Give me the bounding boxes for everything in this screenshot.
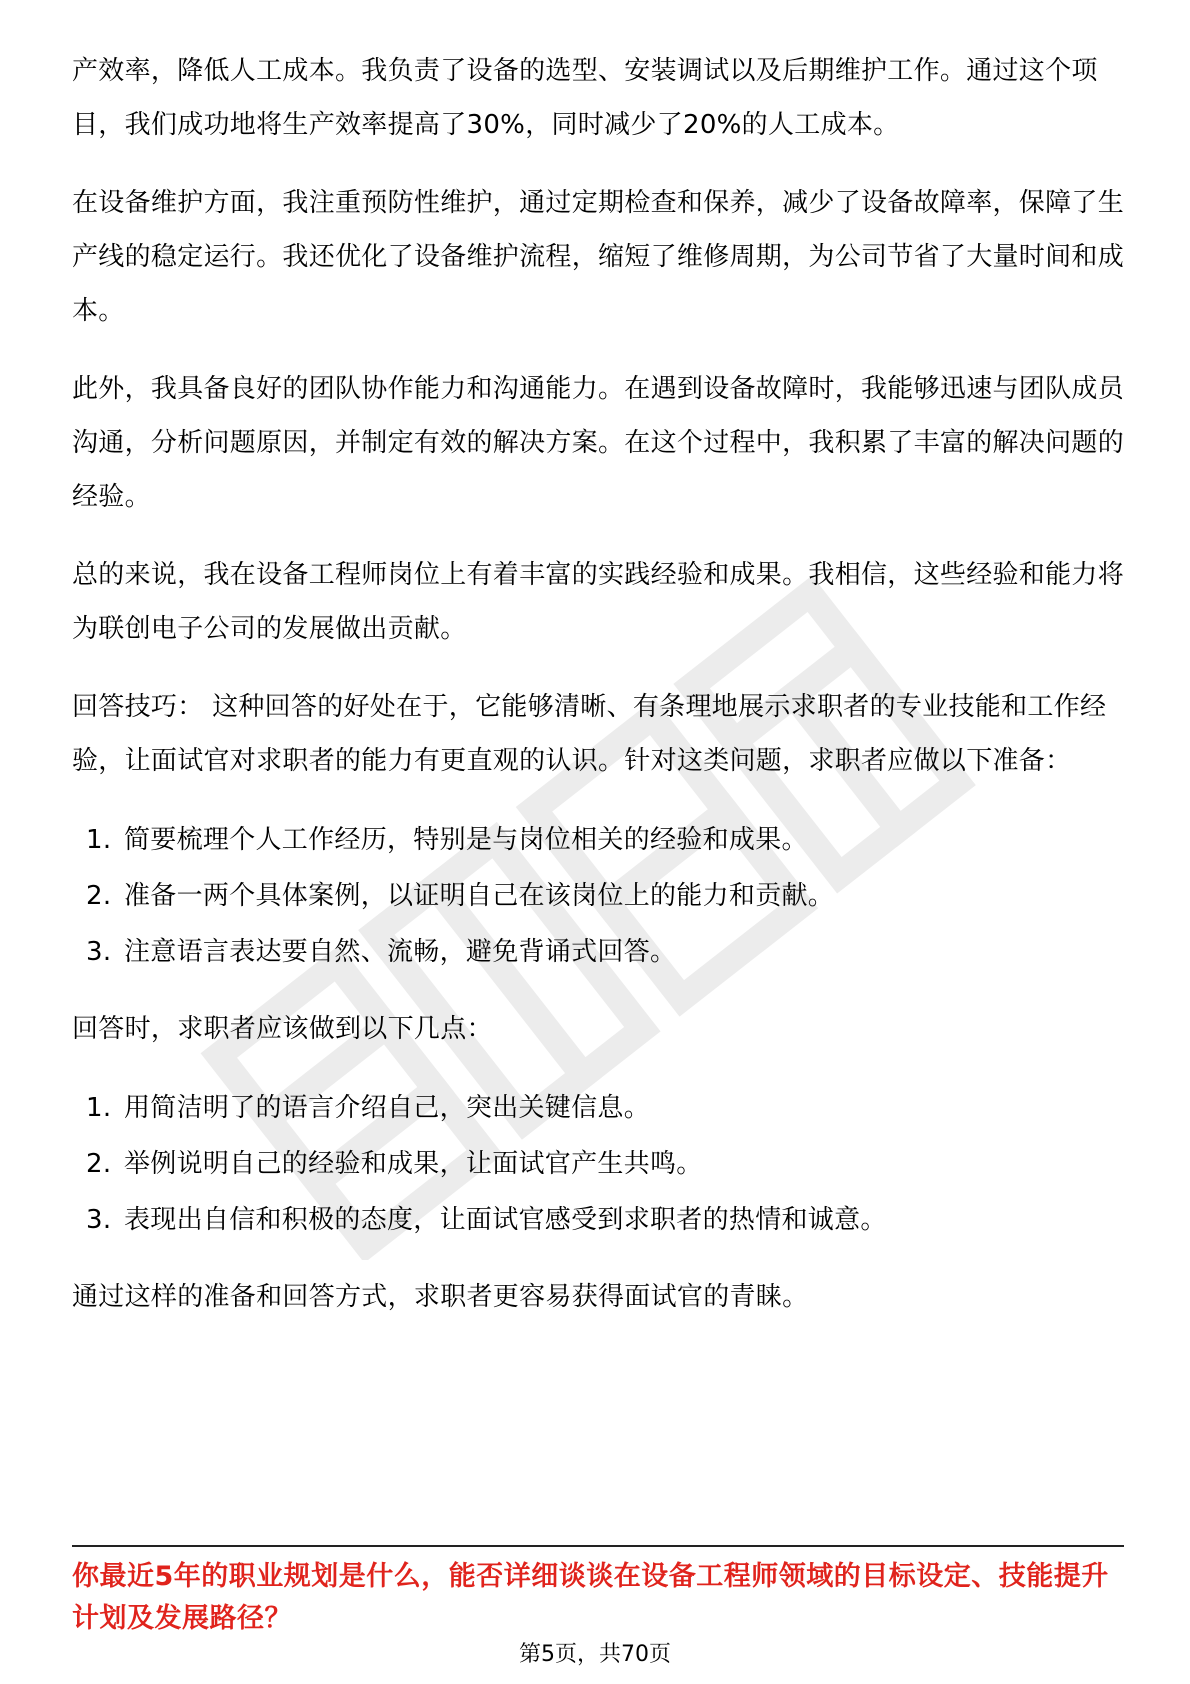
section-divider [72, 1545, 1124, 1547]
list-text: 简要梳理个人工作经历，特别是与岗位相关的经验和成果。 [124, 825, 808, 855]
list-number: 3. [86, 1205, 112, 1235]
list-number: 1. [86, 1093, 112, 1123]
list-item [72, 1080, 1124, 1136]
list-text: 举例说明自己的经验和成果，让面试官产生共鸣。 [124, 1149, 703, 1179]
document-body [72, 44, 1124, 1348]
page-number: 第5页，共70页 [519, 1642, 671, 1667]
list-item [72, 812, 1124, 868]
paragraph: 总的来说，我在设备工程师岗位上有着丰富的实践经验和成果。我相信，这些经验和能力将为联创电子公司的发展做出贡献。 [72, 560, 1125, 644]
list-number: 1. [86, 825, 112, 855]
tips-paragraph: 回答技巧： 这种回答的好处在于，它能够清晰、有条理地展示求职者的专业技能和工作经验，让面试官对求职者的能力有更直观的认识。针对这类问题，求职者应做以下准备： [72, 692, 1107, 776]
next-question-heading: 你最近5年的职业规划是什么，能否详细谈谈在设备工程师领域的目标设定、技能提升计划及发展路径？ [72, 1561, 1109, 1634]
closing-paragraph: 通过这样的准备和回答方式，求职者更容易获得面试官的青睐。 [72, 1282, 809, 1312]
list-number: 2. [86, 1149, 112, 1179]
answer-points-list [72, 1080, 1124, 1248]
list-item [72, 924, 1124, 980]
list-number: 2. [86, 881, 112, 911]
preparation-list [72, 812, 1124, 980]
paragraph: 此外，我具备良好的团队协作能力和沟通能力。在遇到设备故障时，我能够迅速与团队成员沟通，分析问题原因，并制定有效的解决方案。在这个过程中，我积累了丰富的解决问题的经验。 [72, 374, 1125, 512]
list-text: 表现出自信和积极的态度，让面试官感受到求职者的热情和诚意。 [124, 1205, 887, 1235]
paragraph: 产效率，降低人工成本。我负责了设备的选型、安装调试以及后期维护工作。通过这个项目，我们成功地将生产效率提高了30%，同时减少了20%的人工成本。 [72, 56, 1098, 140]
paragraph: 在设备维护方面，我注重预防性维护，通过定期检查和保养，减少了设备故障率，保障了生产线的稳定运行。我还优化了设备维护流程，缩短了维修周期，为公司节省了大量时间和成本。 [72, 188, 1125, 326]
list-number: 3. [86, 937, 112, 967]
list-text: 准备一两个具体案例，以证明自己在该岗位上的能力和贡献。 [124, 881, 835, 911]
list-text: 用简洁明了的语言介绍自己，突出关键信息。 [124, 1093, 651, 1123]
list-item [72, 1136, 1124, 1192]
list-item [72, 868, 1124, 924]
list-item [72, 1192, 1124, 1248]
list-text: 注意语言表达要自然、流畅，避免背诵式回答。 [124, 937, 677, 967]
answer-intro: 回答时，求职者应该做到以下几点： [72, 1014, 493, 1044]
